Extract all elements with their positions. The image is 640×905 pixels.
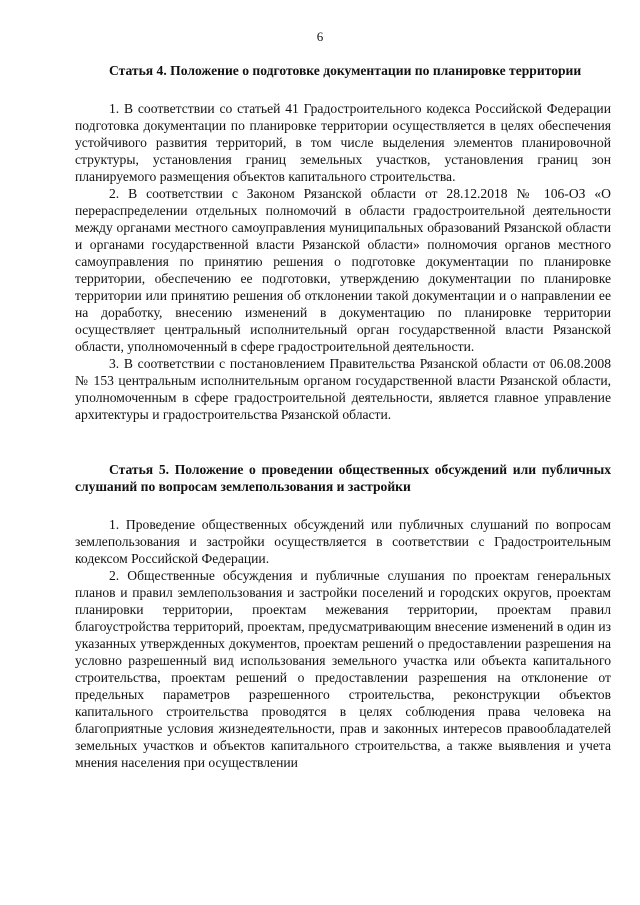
page-number: 6: [316, 29, 324, 44]
article-4-paragraph-1: 1. В соответствии со статьей 41 Градостроительного кодекса Российской Федерации подготовка документации по планировке территории осуществляется в целях обеспечения устойчивого развития территорий, в том числе выделения элементов планировочной структуры, установления границ земельных участков, установления границ зон планируемого размещения объектов капитального строительства.: [75, 101, 611, 184]
spacer: [75, 444, 611, 461]
article-5-paragraph-2: 2. Общественные обсуждения и публичные слушания по проектам генеральных планов и правил землепользования и застройки поселений и городских округов, проектам планировки территории, проектам межевания территории, проектам правил благоустройства территорий, проектам, предусматривающим внесение изменений в один из указанных утвержденных документов, проектам решений о предоставлении разрешения на условно разрешенный вид использования земельного участка или объекта капитального строительства, проектам решений о предоставлении разрешения на отклонение от предельных параметров разрешенного строительства, реконструкции объектов капитального строительства проводятся в целях соблюдения права человека на благоприятные условия жизнедеятельности, прав и законных интересов правообладателей земельных участков и объектов капитального строительства, а также выявления и учета мнения населения при осуществлении: [75, 568, 611, 770]
article-5-heading: Статья 5. Положение о проведении общественных обсуждений или публичных слушаний по вопросам землепользования и застройки: [75, 462, 611, 494]
article-4-heading: Статья 4. Положение о подготовке документации по планировке территории: [109, 63, 582, 78]
article-4-paragraph-2: 2. В соответствии с Законом Рязанской области от 28.12.2018 № 106-ОЗ «О перераспределении отдельных полномочий в области градостроительной деятельности между органами местного самоуправления муниципальных образований Рязанской области и органами государственной власти Рязанской области» полномочия органов местного самоуправления по принятию решения о подготовке документации по планировке территории, обеспечению ее подготовки, утверждению документации по планировке территории или принятию решения об отклонении такой документации и о направлении ее на доработку, внесению изменений в документацию по планировке территории осуществляет центральный исполнительный орган государственной власти Рязанской области, уполномоченный в сфере градостроительной деятельности.: [75, 186, 611, 354]
spacer: [75, 79, 611, 100]
article-5-paragraph-1: 1. Проведение общественных обсуждений или публичных слушаний по вопросам землепользования и застройки осуществляется в соответствии с Градостроительным кодексом Российской Федерации.: [75, 517, 611, 566]
article-4-paragraph-3: 3. В соответствии с постановлением Правительства Рязанской области от 06.08.2008 № 153 центральным исполнительным органом государственной власти Рязанской области, уполномоченным в сфере градостроительной деятельности, является главное управление архитектуры и градостроительства Рязанской области.: [75, 356, 611, 422]
spacer: [75, 495, 611, 516]
spacer: [75, 423, 611, 444]
document-body: [75, 62, 611, 771]
